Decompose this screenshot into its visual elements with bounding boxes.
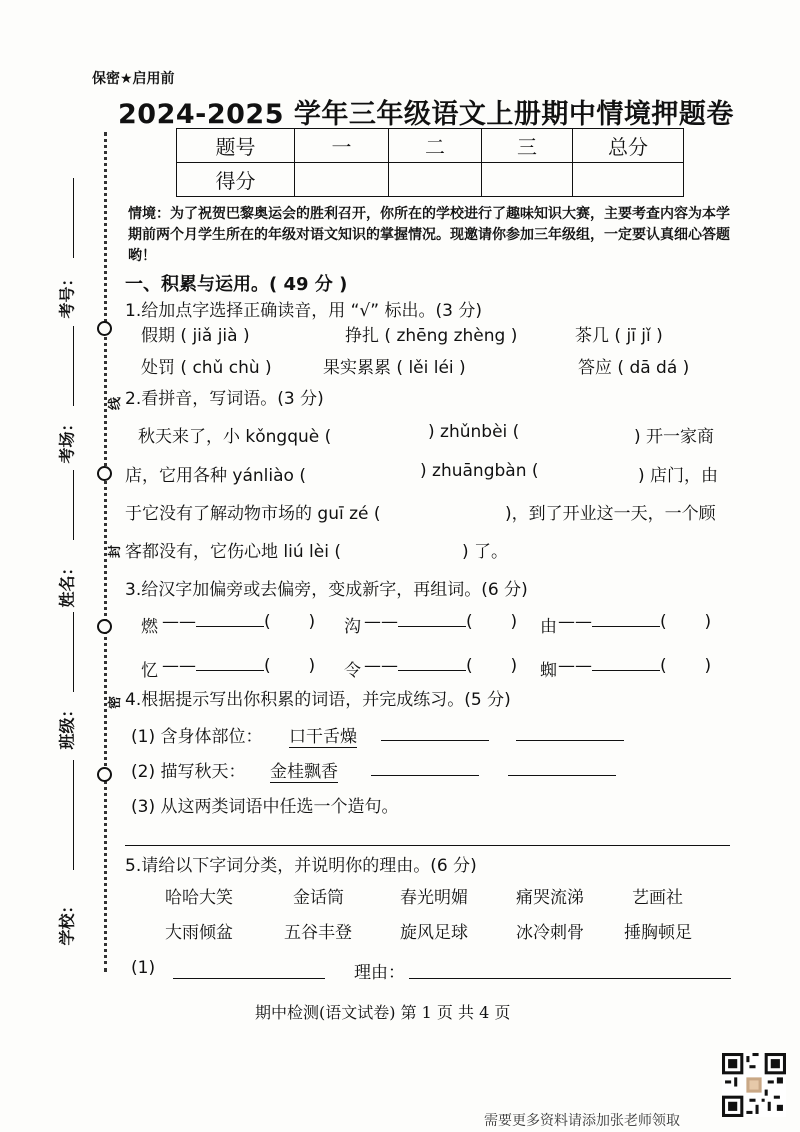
q5-word: 大雨倾盆 [165,923,233,943]
q1-option[interactable]: 处罚 ( chǔ chù ) [141,358,272,378]
score-cell[interactable] [482,163,573,197]
q5-reason-blank[interactable] [409,978,731,979]
qr-code-icon [722,1053,786,1117]
q1-option[interactable]: 茶几 ( jī jǐ ) [575,326,663,346]
exam-number-label: 考号： [57,270,77,319]
binding-hole [97,767,112,782]
q3-answer-blank[interactable]: —— ( ) [558,656,712,676]
score-header-cell: 三 [482,129,573,163]
q5-word: 捶胸顿足 [624,923,692,943]
q5-reason-label: 理由： [354,963,405,983]
q4-part2-blank[interactable] [508,775,616,776]
q4-part1-example: 口干舌燥 [289,722,357,748]
seal-char-feng: 封 [108,544,124,559]
q1-option[interactable]: 挣扎 ( zhēng zhèng ) [345,326,518,346]
class-label: 班级： [57,701,77,750]
confidential-mark: 保密★启用前 [92,71,175,87]
score-header-cell: 题号 [177,129,295,163]
school-label: 学校： [57,897,77,946]
score-row-label: 得分 [177,163,295,197]
q4-part2-blank[interactable] [371,775,479,776]
q2-line-2-b: ) zhuāngbàn ( [420,461,539,481]
score-header-cell: 总分 [573,129,684,163]
q1-option[interactable]: 假期 ( jiǎ jià ) [141,326,250,346]
q2-line-2-c: ) 店门，由 [638,466,719,486]
name-line[interactable] [73,470,74,540]
q5-word: 冰冷刺骨 [516,923,584,943]
exam-number-line[interactable] [73,178,74,258]
exam-room-line[interactable] [73,326,74,406]
q5-word: 五谷丰登 [284,923,352,943]
section-1-heading: 一、积累与运用。( 49 分 ) [125,274,348,295]
q2-line-3-a: 于它没有了解动物市场的 guī zé ( [125,504,381,524]
q5-word: 痛哭流涕 [516,888,584,908]
school-line[interactable] [73,760,74,870]
q3-answer-blank[interactable]: —— ( ) [558,612,712,632]
q2-line-4-a: 客都没有，它伤心地 liú lèi ( [125,542,341,562]
binding-hole [97,619,112,634]
q5-word: 金话筒 [293,888,344,908]
q2-line-1-c: ) 开一家商 [634,427,715,447]
q2-line-3-b: )，到了开业这一天，一个顾 [505,504,716,524]
situation-text: 情境：为了祝贺巴黎奥运会的胜利召开，你所在的学校进行了趣味知识大赛，主要考查内容为本学期前两个月学生所在的年级对语文知识的掌握情况。现邀请你参加三年级组，一定要认真细心答题哟！ [128,206,730,264]
q4-part1-label: (1) 含身体部位： [131,727,263,747]
page-footer: 期中检测(语文试卷) 第 1 页 共 4 页 [255,1003,511,1022]
q5-stem: 5.请给以下字词分类，并说明你的理由。(6 分) [125,856,477,876]
seal-char-mi: 密 [108,695,124,710]
q3-answer-blank[interactable]: —— ( ) [162,612,316,632]
q4-part1-blank[interactable] [381,740,489,741]
exam-room-label: 考场： [57,415,77,464]
q4-part1-blank[interactable] [516,740,624,741]
q3-answer-blank[interactable]: —— ( ) [364,612,518,632]
q3-char: 忆 [141,661,158,681]
score-header-cell: 一 [295,129,389,163]
q3-char: 蜘 [540,661,557,681]
binding-hole [97,321,112,336]
q5-word: 旋风足球 [400,923,468,943]
q4-part3-text: (3) 从这两类词语中任选一个造句。 [131,797,399,817]
name-label: 姓名： [57,559,77,608]
contact-note: 需要更多资料请添加张老师领取 [484,1113,680,1129]
q4-sentence-line[interactable] [125,845,730,846]
q2-stem: 2.看拼音，写词语。(3 分) [125,389,324,409]
score-cell[interactable] [295,163,389,197]
q1-stem: 1.给加点字选择正确读音，用 “√” 标出。(3 分) [125,301,482,321]
q1-option[interactable]: 答应 ( dā dá ) [578,358,690,378]
q4-part2-label: (2) 描写秋天： [131,762,246,782]
q5-answer-blank[interactable] [173,978,325,979]
class-line[interactable] [73,612,74,692]
q1-option[interactable]: 果实累累 ( lěi léi ) [323,358,466,378]
q3-answer-blank[interactable]: —— ( ) [364,656,518,676]
q4-part2-example: 金桂飘香 [270,757,338,783]
q3-char: 沟 [344,617,361,637]
q2-line-2-a: 店，它用各种 yánliào ( [125,466,306,486]
q2-line-1-a: 秋天来了，小 kǒngquè ( [138,427,332,447]
q3-char: 令 [344,661,361,681]
score-cell[interactable] [389,163,482,197]
q5-word: 艺画社 [632,888,683,908]
q2-line-4-b: ) 了。 [462,542,509,562]
q3-char: 由 [540,617,557,637]
binding-hole [97,466,112,481]
q3-answer-blank[interactable]: —— ( ) [162,656,316,676]
score-table [176,128,684,197]
score-header-cell: 二 [389,129,482,163]
q3-char: 燃 [141,617,158,637]
q5-word: 哈哈大笑 [165,888,233,908]
q5-answer-number: (1) [131,958,156,978]
q2-line-1-b: ) zhǔnbèi ( [428,422,520,442]
score-cell[interactable] [573,163,684,197]
page-title: 2024-2025 学年三年级语文上册期中情境押题卷 [118,99,734,130]
seal-char-xian: 线 [108,396,124,411]
q4-stem: 4.根据提示写出你积累的词语，并完成练习。(5 分) [125,690,511,710]
q3-stem: 3.给汉字加偏旁或去偏旁，变成新字，再组词。(6 分) [125,580,528,600]
q5-word: 春光明媚 [400,888,468,908]
